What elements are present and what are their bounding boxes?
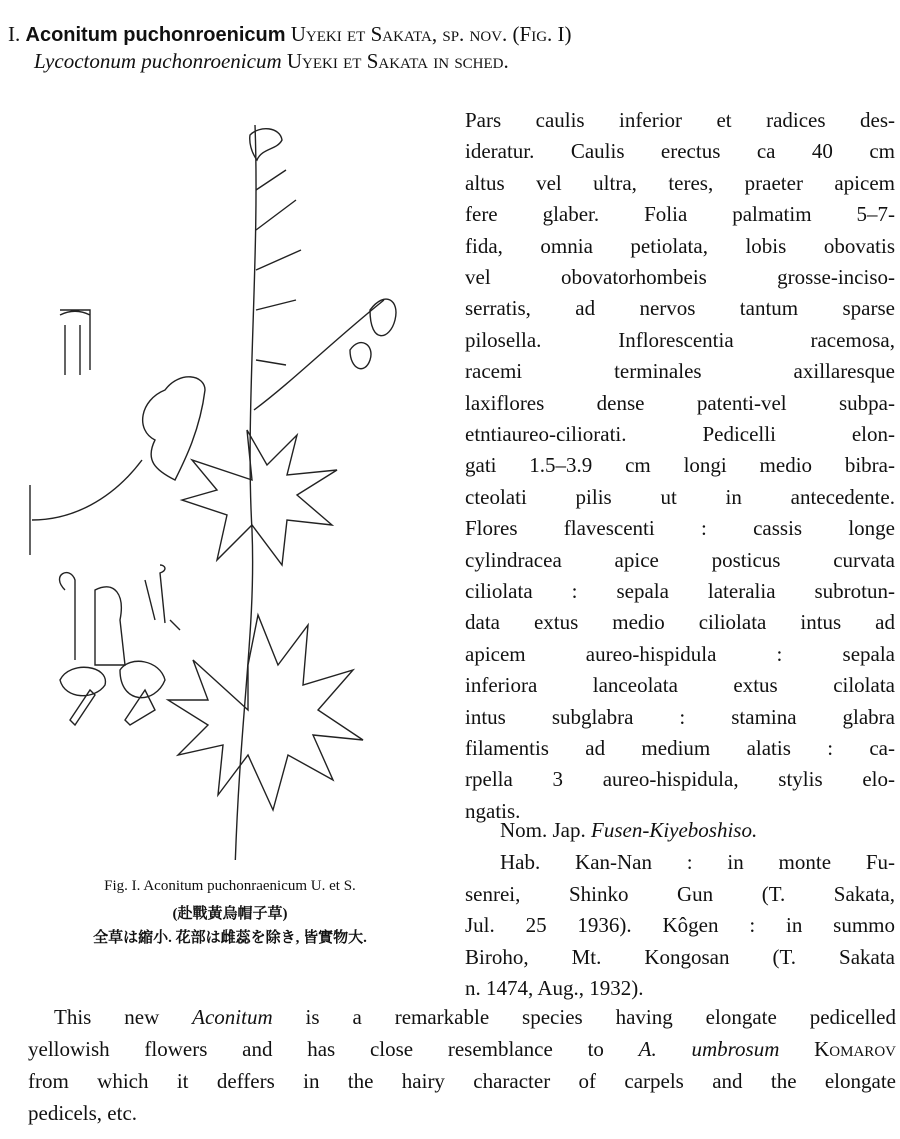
description-line: cylindracea apice posticus curvata [465, 547, 895, 572]
description-line: ngatis. [465, 798, 521, 823]
description-line: fere glaber. Folia palmatim 5–7- [465, 202, 895, 227]
habitat-line: Hab. Kan-Nan : in monte Fu- [500, 850, 895, 874]
remarks-line: yellowish flowers and has close resemblance to A. umbrosum Komarov [28, 1037, 896, 1061]
remarks-line: This new Aconitum is a remarkable species having elongate pedicelled [54, 1005, 897, 1029]
upper-leaf [182, 430, 337, 565]
description-line: Flores flavescenti : cassis longe [465, 516, 895, 541]
description-line: apicem aureo-hispidula : sepala [465, 641, 895, 666]
figure-caption-line2: (赴戰黃烏帽子草) [172, 906, 288, 922]
description-line: laxiflores dense patenti-vel subpa- [465, 390, 895, 415]
habitat-line: n. 1474, Aug., 1932). [465, 976, 644, 1000]
habitat-line: Jul. 25 1936). Kôgen : in summo [465, 913, 895, 937]
description-line: cteolati pilis ut in antecedente. [465, 484, 895, 509]
description-line: data extus medio ciliolata intus ad [465, 610, 895, 635]
description-line: ideratur. Caulis erectus ca 40 cm [465, 139, 895, 164]
species-number: I. [8, 22, 21, 46]
description-line: fida, omnia petiolata, lobis obovatis [465, 233, 895, 258]
remarks-line: pedicels, etc. [28, 1101, 138, 1125]
description-line: serratis, ad nervos tantum sparse [465, 296, 895, 321]
figure-caption-line1: Fig. I. Aconitum puchonraenicum U. et S. [104, 878, 356, 894]
description-line: ciliolata : sepala lateralia subrotun- [465, 579, 895, 603]
description-line: filamentis ad medium alatis : ca- [465, 736, 895, 760]
habitat-line: senrei, Shinko Gun (T. Sakata, [465, 881, 895, 906]
racemes [254, 170, 384, 410]
nom-jap-line [465, 818, 895, 842]
detail-petals [60, 565, 180, 665]
description-line: racemi terminales axillaresque [465, 359, 895, 384]
habitat-line: Biroho, Mt. Kongosan (T. Sakata [465, 944, 895, 969]
description-line: altus vel ultra, teres, praeter apicem [465, 170, 895, 195]
synonym-line [34, 49, 509, 73]
nom-jap-label: Nom. Jap. [500, 818, 586, 842]
figure-caption-line3: 全草は縮小. 花部は雌蕊を除き, 皆實物大. [93, 930, 367, 946]
species-name: Aconitum puchonroenicum [25, 24, 286, 46]
species-authors: Uyeki et Sakata, sp. nov. (Fig. I) [290, 22, 572, 46]
detail-stamen-top [60, 310, 90, 375]
description-line: rpella 3 aureo-hispidula, stylis elo- [465, 767, 895, 792]
detail-sepals [60, 661, 165, 725]
plant-illustration [20, 110, 460, 860]
main-stem [235, 125, 256, 860]
species-heading [8, 22, 572, 47]
description-line: inferiora lanceolata extus cilolata [465, 673, 895, 698]
description-line: vel obovatorhombeis grosse-inciso- [465, 265, 895, 289]
description-line: etntiaureo-ciliorati. Pedicelli elon- [465, 422, 895, 446]
description-line: gati 1.5–3.9 cm longi medio bibra- [465, 453, 895, 478]
synonym-authors: Uyeki et Sakata in sched. [286, 49, 509, 73]
description-line: intus subglabra : stamina glabra [465, 704, 895, 729]
nom-jap-name: Fusen-Kiyeboshiso. [591, 818, 758, 842]
synonym-name: Lycoctonum puchonroenicum [34, 49, 282, 73]
remarks-line: from which it deffers in the hairy character of carpels and the elongate [28, 1069, 896, 1093]
detail-flower [30, 377, 205, 555]
description-line: pilosella. Inflorescentia racemosa, [465, 327, 895, 352]
lower-leaf [168, 615, 363, 810]
description-line: Pars caulis inferior et radices des- [465, 108, 895, 132]
